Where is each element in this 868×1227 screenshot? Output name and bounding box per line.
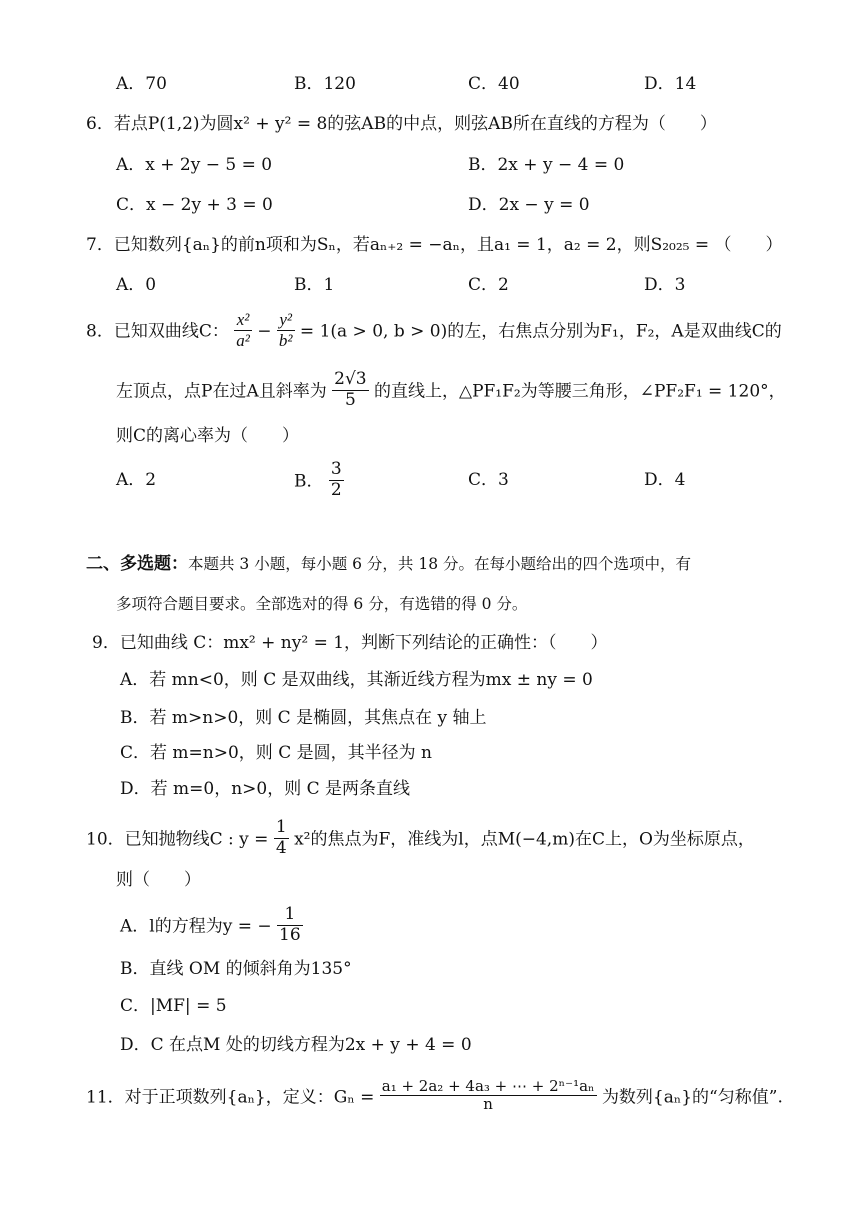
q10-option-a: A．l的方程为y = − $\frac{1}{16}$	[120, 904, 301, 945]
q8-line-1	[86, 312, 782, 352]
q6-option-d: D．2x − y = 0	[468, 195, 590, 215]
q10-option-d: D．C 在点M 处的切线方程为2x + y + 4 = 0	[120, 1035, 472, 1055]
q8-option-d: D．4	[644, 470, 686, 490]
q6-option-a: A．x + 2y − 5 = 0	[116, 155, 273, 175]
q7-option-d: D．3	[644, 275, 686, 295]
q5-option-a: A．70	[116, 74, 167, 94]
q7-option-b: B．1	[294, 275, 335, 295]
q8-fraction-x: $\frac{\text{x²}}{\text{a²}}$	[236, 310, 250, 350]
q7-stem: 7．已知数列{aₙ}的前n项和为Sₙ，若aₙ₊₂ = −aₙ，且a₁ = 1，a₂ = 2，则S₂₀₂₅ = （ ）	[86, 235, 783, 255]
section-2-desc-1: 本题共 3 小题，每小题 6 分，共 18 分。在每小题给出的四个选项中，有	[188, 555, 692, 573]
q10-option-b: B．直线 OM 的倾斜角为135°	[120, 959, 352, 979]
q8-option-c: C．3	[468, 470, 509, 490]
section-2-line-1	[86, 556, 691, 573]
q10-option-c: C．|MF| = 5	[120, 996, 227, 1016]
q7-option-a: A．0	[116, 275, 157, 295]
q8-line2-prefix: 左顶点，点P在过A且斜率为	[116, 381, 327, 402]
section-2-desc-2: 多项符合题目要求。全部选对的得 6 分，有选错的得 0 分。	[116, 595, 528, 613]
q11-stem-fraction: $\frac{\text{a₁ + 2a₂ + 4a₃ + ⋯ + 2ⁿ⁻¹aₙ}}{n}$	[381, 1077, 595, 1114]
q8-minus: −	[257, 321, 272, 342]
q11-line-1	[86, 1077, 783, 1116]
q8-line-2	[116, 369, 786, 412]
q6-option-b: B．2x + y − 4 = 0	[468, 155, 625, 175]
q11-stem-suffix: 为数列{aₙ}的“匀称值”.	[601, 1087, 783, 1108]
q8-option-a: A．2	[116, 470, 157, 490]
q10-line-2: 则（ ）	[116, 870, 201, 890]
q10-stem-suffix: x²的焦点为F，准线为l，点M(−4,m)在C上，O为坐标原点，	[294, 829, 755, 850]
q8-option-b: B． $\frac{3}{2}$	[294, 459, 342, 500]
q9-option-b: B．若 m>n>0，则 C 是椭圆，其焦点在 y 轴上	[120, 708, 487, 728]
q8-fraction-y: $\frac{\text{y²}}{\text{b²}}$	[278, 310, 293, 350]
q9-option-c: C．若 m=n>0，则 C 是圆，其半径为 n	[120, 743, 432, 763]
q10-stem-prefix: 10．已知抛物线C : y =	[86, 829, 269, 850]
q5-option-b: B．120	[294, 74, 356, 94]
section-2-heading: 二、多选题：	[86, 554, 188, 574]
q9-option-d: D．若 m=0，n>0，则 C 是两条直线	[120, 779, 411, 799]
q5-option-c: C．40	[468, 74, 520, 94]
q8-stem-suffix: = 1(a > 0, b > 0)的左，右焦点分别为F₁，F₂，A是双曲线C的	[299, 321, 782, 342]
q6-option-c: C．x − 2y + 3 = 0	[116, 195, 273, 215]
q10-option-a-fraction: $\frac{1}{16}$	[279, 904, 301, 945]
q10-line-1	[86, 817, 755, 860]
q8-line-3: 则C的离心率为（ ）	[116, 426, 300, 446]
q8-stem-prefix: 8．已知双曲线C：	[86, 321, 229, 342]
q9-stem: 9．已知曲线 C：mx² + ny² = 1，判断下列结论的正确性：（ ）	[92, 633, 608, 653]
q10-stem-fraction: $\frac{1}{4}$	[275, 817, 287, 858]
q6-stem: 6．若点P(1,2)为圆x² + y² = 8的弦AB的中点，则弦AB所在直线的方程为（ ）	[86, 114, 717, 134]
q7-option-c: C．2	[468, 275, 509, 295]
q8-line2-suffix: 的直线上，△PF₁F₂为等腰三角形，∠PF₂F₁ = 120°，	[374, 381, 786, 402]
q5-option-d: D．14	[644, 74, 697, 94]
q11-stem-prefix: 11．对于正项数列{aₙ}，定义：Gₙ =	[86, 1087, 375, 1108]
q8-option-b-fraction: $\frac{3}{2}$	[330, 459, 342, 500]
q8-slope-fraction: $\frac{2√3}{5}$	[334, 369, 367, 410]
q9-option-a: A．若 mn<0，则 C 是双曲线，其渐近线方程为mx ± ny = 0	[120, 670, 593, 690]
